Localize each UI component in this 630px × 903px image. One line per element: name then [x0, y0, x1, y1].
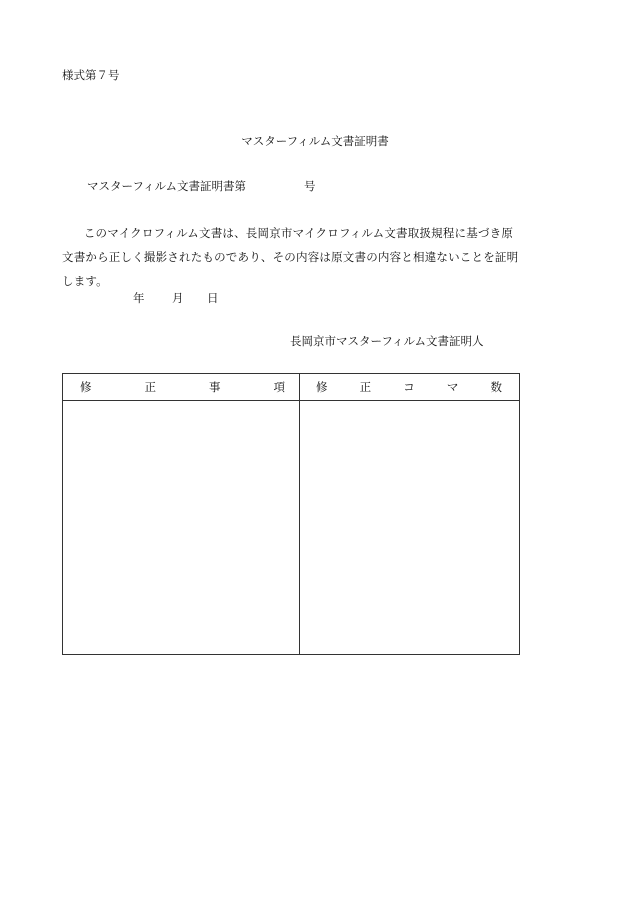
- header-char: コ: [403, 380, 415, 394]
- form-number: 様式第７号: [62, 68, 120, 82]
- header-char: 項: [273, 380, 285, 394]
- certificate-number-label: マスターフィルム文書証明書第: [87, 179, 247, 193]
- document-title: マスターフィルム文書証明書: [241, 134, 389, 148]
- certificate-number-suffix: 号: [304, 179, 316, 193]
- date-day-label: 日: [207, 291, 219, 305]
- header-char: 数: [490, 380, 502, 394]
- correction-table: [62, 373, 520, 655]
- header-char: 修: [80, 380, 92, 394]
- date-year-label: 年: [133, 291, 145, 305]
- certifier-title: 長岡京市マスターフィルム文書証明人: [290, 334, 484, 348]
- correction-items-cell[interactable]: [63, 401, 299, 654]
- header-char: 正: [359, 380, 372, 394]
- header-corrected-frame-count: [316, 374, 502, 400]
- header-char: 事: [209, 380, 221, 394]
- header-char: 正: [144, 380, 156, 394]
- header-char: マ: [446, 380, 459, 394]
- header-correction-items: [80, 374, 285, 400]
- date-month-label: 月: [172, 291, 184, 305]
- corrected-frame-count-cell[interactable]: [300, 401, 519, 654]
- header-char: 修: [316, 380, 328, 394]
- certification-statement: このマイクロフィルム文書は、長岡京市マイクロフィルム文書取扱規程に基づき原文書から正しく撮影されたものであり、その内容は原文書の内容と相違ないことを証明します。: [62, 226, 519, 288]
